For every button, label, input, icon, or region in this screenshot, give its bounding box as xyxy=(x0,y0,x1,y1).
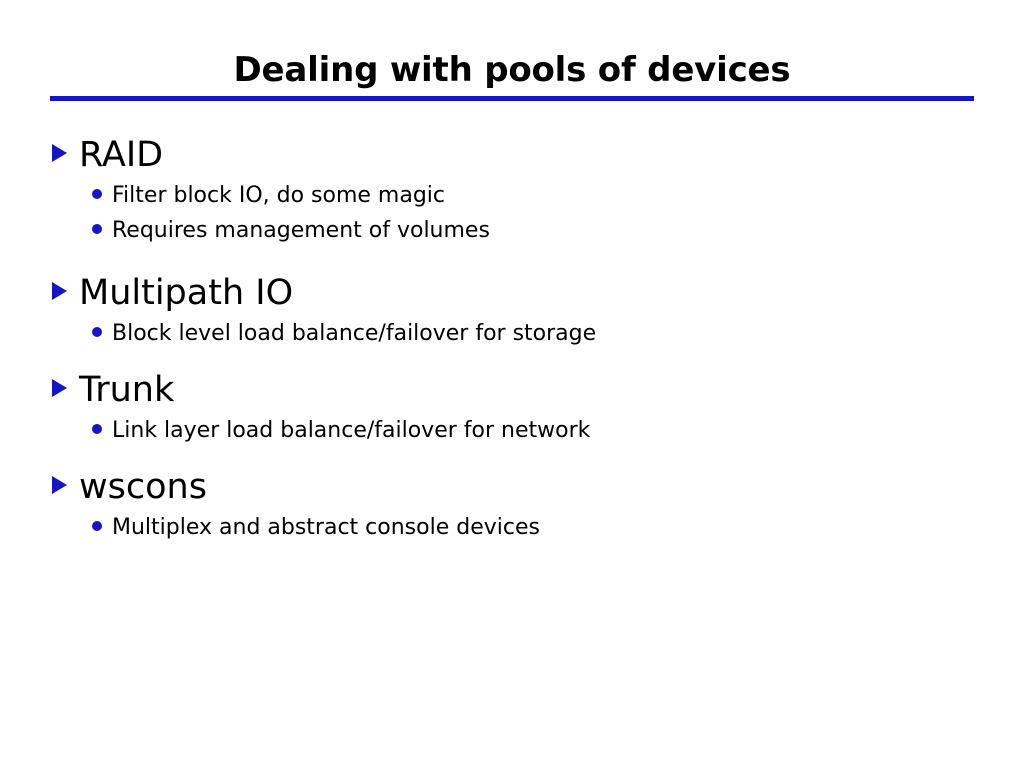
bullet-group-trunk xyxy=(52,368,982,447)
sub-bullet-label: Multiplex and abstract console devices xyxy=(112,515,540,540)
bullet-label: wscons xyxy=(79,467,207,507)
bullet-group-multipath-io xyxy=(52,271,982,350)
dot-bullet-icon xyxy=(92,327,102,337)
list-item xyxy=(52,271,982,315)
list-item xyxy=(92,214,982,247)
triangle-bullet-icon xyxy=(52,379,67,397)
bullet-label: Multipath IO xyxy=(79,273,294,313)
dot-bullet-icon xyxy=(92,224,102,234)
bullet-label: RAID xyxy=(79,135,164,175)
list-item xyxy=(92,179,982,212)
dot-bullet-icon xyxy=(92,189,102,199)
sub-bullet-label: Requires management of volumes xyxy=(112,218,490,243)
list-item xyxy=(52,368,982,412)
list-item xyxy=(92,511,982,544)
triangle-bullet-icon xyxy=(52,144,67,162)
sub-bullet-label: Filter block IO, do some magic xyxy=(112,183,446,208)
slide-content xyxy=(52,133,982,562)
triangle-bullet-icon xyxy=(52,476,67,494)
list-item xyxy=(92,414,982,447)
list-item xyxy=(92,317,982,350)
bullet-group-raid xyxy=(52,133,982,247)
list-item xyxy=(52,133,982,177)
sub-bullet-label: Block level load balance/failover for storage xyxy=(112,321,597,346)
bullet-label: Trunk xyxy=(79,370,175,410)
bullet-group-wscons xyxy=(52,465,982,544)
sub-bullet-label: Link layer load balance/failover for network xyxy=(112,418,591,443)
dot-bullet-icon xyxy=(92,424,102,434)
dot-bullet-icon xyxy=(92,521,102,531)
list-item xyxy=(52,465,982,509)
title-divider xyxy=(50,96,974,101)
page-title: Dealing with pools of devices xyxy=(233,50,791,90)
triangle-bullet-icon xyxy=(52,282,67,300)
